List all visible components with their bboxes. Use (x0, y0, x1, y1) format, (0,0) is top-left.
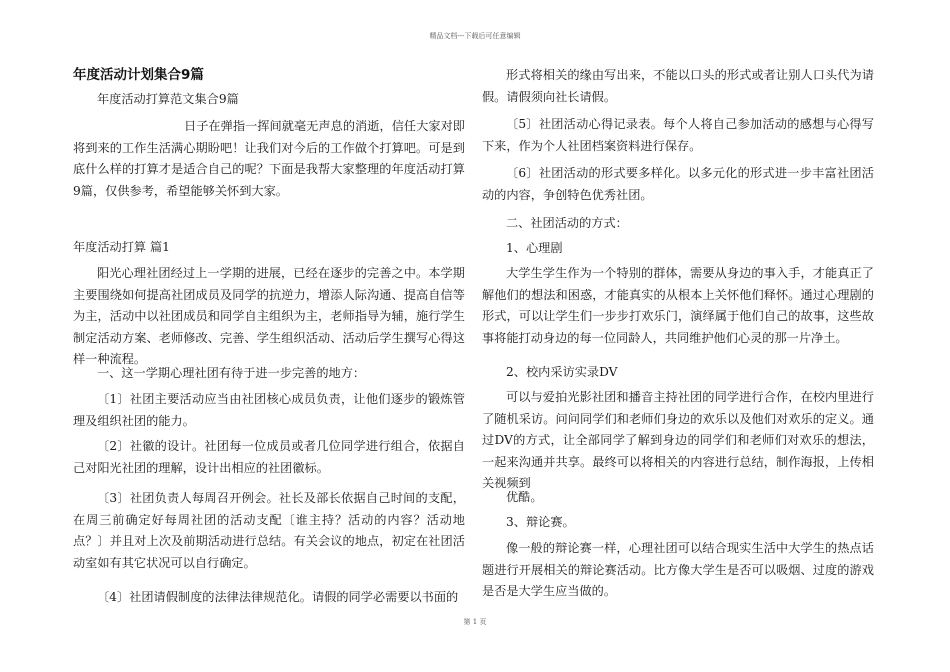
paragraph-dv-end: 优酷。 (506, 490, 543, 504)
paragraph-progress: 阳光心理社团经过上一学期的进展，已经在逐步的完善之中。本学期主要围绕如何提高社团成员及同学的抗逆力，增添人际沟通、提高自信等为主，活动中以社团成员和同学自主组织为主，老师指导为辅，施行学生制定活动方案、老师修改、完善、学生组织活动、活动后学生撰写心得这样一种流程。 (73, 266, 465, 366)
intro-paragraph: 日子在弹指一挥间就毫无声息的消逝，信任大家对即将到来的工作生活满心期盼吧！让我们对今后的工作做个打算吧。可是到底什么样的打算才是适合自己的呢？下面是我帮大家整理的年度活动打算9篇，仅供参考，希望能够关怀到大家。 (73, 119, 465, 198)
document-title: 年度活动计划集合9篇 (73, 67, 204, 83)
paragraph-debate: 像一般的辩论赛一样，心理社团可以结合现实生活中大学生的热点话题进行开展相关的辩论赛活动。比方像大学生是否可以吸烟、过度的游戏是否是大学生应当做的。 (482, 541, 874, 598)
section-heading-1: 年度活动打算 篇1 (73, 240, 170, 254)
subheading-psychodrama: 1、心理剧 (506, 241, 563, 255)
document-subtitle: 年度活动打算范文集合9篇 (97, 92, 239, 106)
heading-improvements: 一、这一学期心理社团有待于进一步完善的地方： (97, 366, 366, 380)
list-item-1: 〔1〕社团主要活动应当由社团核心成员负责，让他们逐步的锻炼管理及组织社团的能力。 (73, 392, 465, 428)
subheading-debate: 3、辩论赛。 (506, 515, 575, 529)
list-item-4: 〔4〕社团请假制度的法律法律规范化。请假的同学必需要以书面的 (97, 590, 459, 604)
list-item-2: 〔2〕社徽的设计。社团每一位成员或者几位同学进行组合，依据自己对阳光社团的理解，设计出相应的社团徽标。 (73, 439, 465, 475)
page-footer: 第 1 页 (463, 618, 487, 626)
page-header: 精品文档---下载后可任意编辑 (429, 32, 521, 40)
list-item-4-continued: 形式将相关的缘由写出来，不能以口头的形式或者让别人口头代为请假。请假须向社长请假。 (482, 68, 874, 104)
heading-activity-methods: 二、社团活动的方式： (506, 216, 628, 230)
paragraph-dv-interview: 可以与爱拍光影社团和播音主持社团的同学进行合作，在校内里进行了随机采访。问问同学们和老师们身边的欢乐以及他们对欢乐的定义。通过DV的方式，让全部同学了解到身边的同学们和老师们对欢乐的想法，一起来沟通并共享。最终可以将相关的内容进行总结，制作海报，上传相关视频到 (482, 390, 874, 490)
list-item-6: 〔6〕社团活动的形式要多样化。以多元化的形式进一步丰富社团活动的内容，争创特色优秀社团。 (482, 166, 874, 202)
list-item-3: 〔3〕社团负责人每周召开例会。社长及部长依据自己时间的支配，在周三前确定好每周社团的活动支配〔谁主持？活动的内容？活动地点？〕并且对上次及前期活动进行总结。有关会议的地点，初定在社团活动室如有其它状况可以自行确定。 (73, 491, 465, 570)
list-item-5: 〔5〕社团活动心得记录表。每个人将自己参加活动的感想与心得写下来，作为个人社团档案资料进行保存。 (482, 117, 874, 153)
paragraph-psychodrama: 大学生学生作为一个特别的群体，需要从身边的事入手，才能真正了解他们的想法和困惑，才能真实的从根本上关怀他们释怀。通过心理剧的形式，可以让学生们一步步打欢乐门，演绎属于他们自己的故事，这些故事将能打动身边的每一位同龄人，共同维护他们心灵的那一片净土。 (482, 266, 874, 345)
subheading-dv-interview: 2、校内采访实录DV (506, 365, 618, 379)
